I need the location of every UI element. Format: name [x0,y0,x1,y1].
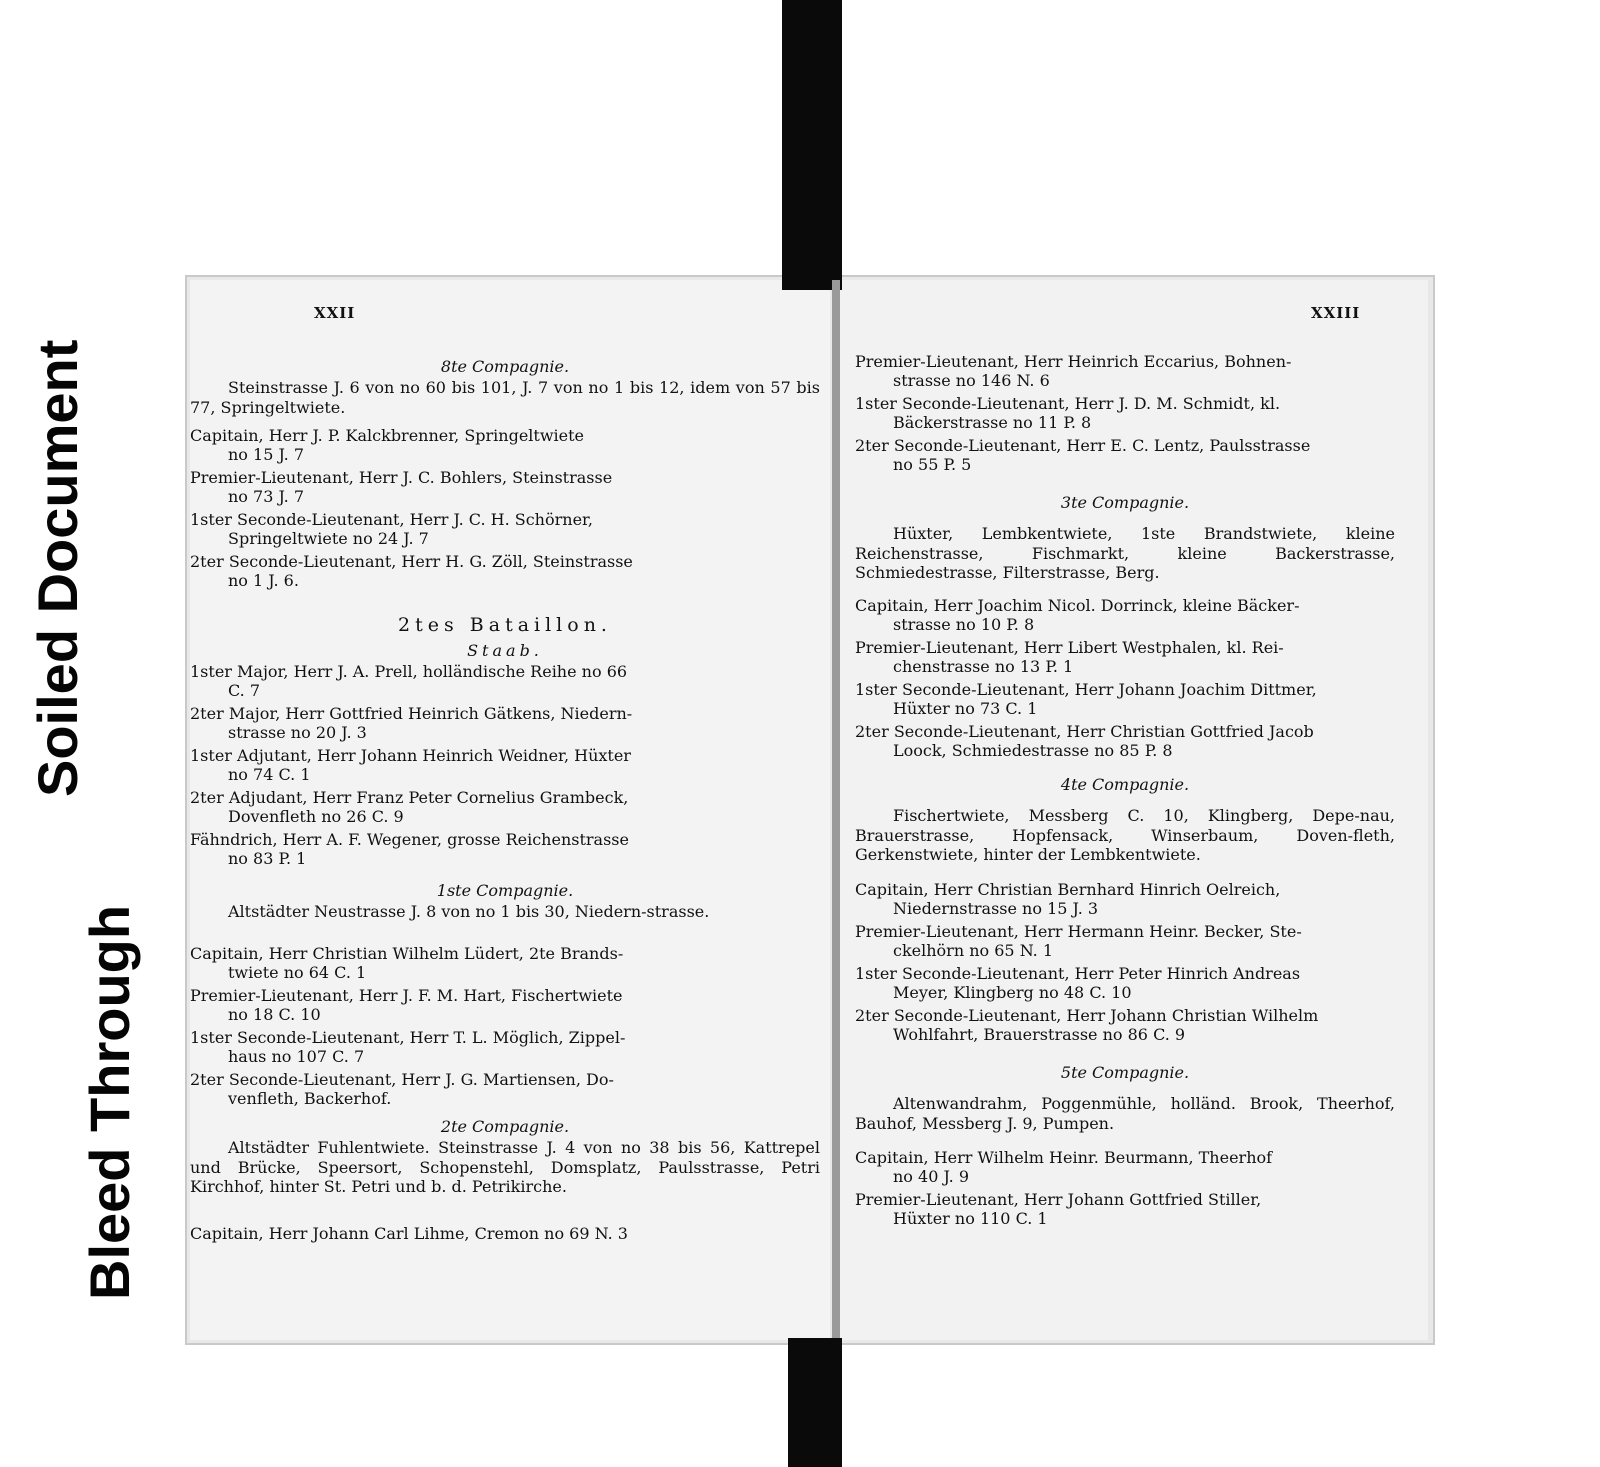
section-2te-compagnie [190,1116,820,1197]
street-list: Hüxter, Lembkentwiete, 1ste Brandstwiete, kleine Reichenstrasse, Fischmarkt, kleine Backerstrasse, Schmiedestrasse, Filterstrasse, Berg. [855,524,1395,582]
officer-entry: Capitain, Herr Johann Carl Lihme, Cremon no 69 N. 3 [190,1224,628,1243]
street-list: Altenwandrahm, Poggenmühle, holländ. Brook, Theerhof, Bauhof, Messberg J. 9, Pumpen. [855,1094,1395,1133]
officer-entry: Capitain, Herr Christian Bernhard Hinrich Oelreich, Niedernstrasse no 15 J. 3 [855,880,1281,918]
officer-entry: Premier-Lieutenant, Herr J. F. M. Hart, Fischertwiete no 18 C. 10 [190,986,623,1024]
page-number: XXII [314,304,356,322]
section-heading: 8te Compagnie. [440,357,570,376]
officer-entry: Premier-Lieutenant, Herr J. C. Bohlers, Steinstrasse no 73 J. 7 [190,468,613,506]
section-1ste-compagnie [190,880,820,922]
officer-entry: Capitain, Herr Wilhelm Heinr. Beurmann, Theerhof no 40 J. 9 [855,1148,1273,1186]
section-8te-compagnie [190,356,820,417]
officer-entry: Premier-Lieutenant, Herr Heinrich Eccarius, Bohnen- strasse no 146 N. 6 [855,352,1292,390]
section-heading: 3te Compagnie. [1060,493,1190,512]
bottom-binding-strap [788,1338,842,1467]
officer-entry: 1ster Seconde-Lieutenant, Herr Johann Joachim Dittmer, Hüxter no 73 C. 1 [855,680,1317,718]
street-list: Altstädter Neustrasse J. 8 von no 1 bis 30, Niedern-strasse. [228,902,710,921]
officer-entry: Capitain, Herr Christian Wilhelm Lüdert, 2te Brands- twiete no 64 C. 1 [190,944,624,982]
section-heading: 1ste Compagnie. [436,881,574,900]
section-4te-compagnie [855,774,1395,865]
page-number: XXIII [1311,304,1361,322]
officer-entry: 1ster Seconde-Lieutenant, Herr T. L. Möglich, Zippel- haus no 107 C. 7 [190,1028,626,1066]
officer-entry: 2ter Seconde-Lieutenant, Herr H. G. Zöll, Steinstrasse no 1 J. 6. [190,552,633,590]
officer-entry: 2ter Major, Herr Gottfried Heinrich Gätkens, Niedern- strasse no 20 J. 3 [190,704,633,742]
officer-entry: Capitain, Herr J. P. Kalckbrenner, Springeltwiete no 15 J. 7 [190,426,585,464]
street-list: Fischertwiete, Messberg C. 10, Klingberg, Depe-nau, Brauerstrasse, Hopfensack, Winserbaum, Doven-fleth, Gerkenstwiete, hinter der Lembkentwiete. [855,806,1395,864]
section-5te-compagnie [855,1062,1395,1133]
officer-entry: 1ster Major, Herr J. A. Prell, holländische Reihe no 66 C. 7 [190,662,628,700]
section-heading: 2te Compagnie. [440,1117,570,1136]
section-heading: 4te Compagnie. [1060,775,1190,794]
officer-entry: 2ter Seconde-Lieutenant, Herr Johann Christian Wilhelm Wohlfahrt, Brauerstrasse no 86 C. 9 [855,1006,1319,1044]
section-3te-compagnie [855,492,1395,583]
officer-entry: Capitain, Herr Joachim Nicol. Dorrinck, kleine Bäcker- strasse no 10 P. 8 [855,596,1300,634]
street-list: Altstädter Fuhlentwiete. Steinstrasse J. 4 von no 38 bis 56, Kattrepel und Brücke, Speersort, Schopenstehl, Domsplatz, Paulsstrasse, Petri Kirchhof, hinter St. Petri und b. d. Petrikirche. [190,1138,820,1196]
section-heading: 2tes Bataillon. [398,614,612,636]
section-subheading: Staab. [467,641,543,660]
soiled-document-label: Soiled Document [26,339,89,797]
officer-entry: Fähndrich, Herr A. F. Wegener, grosse Reichenstrasse no 83 P. 1 [190,830,629,868]
officer-entry: 2ter Seconde-Lieutenant, Herr E. C. Lentz, Paulsstrasse no 55 P. 5 [855,436,1311,474]
gutter-shadow [832,280,840,1340]
street-list: Steinstrasse J. 6 von no 60 bis 101, J. 7 von no 1 bis 12, idem von 57 bis 77, Springeltwiete. [190,378,820,417]
section-heading: 5te Compagnie. [1060,1063,1190,1082]
officer-entry: Premier-Lieutenant, Herr Hermann Heinr. Becker, Ste- ckelhörn no 65 N. 1 [855,922,1302,960]
officer-entry: 2ter Seconde-Lieutenant, Herr Christian Gottfried Jacob Loock, Schmiedestrasse no 85 P. 8 [855,722,1314,760]
bleed-through-label: Bleed Through [78,904,141,1300]
officer-entry: Premier-Lieutenant, Herr Libert Westphalen, kl. Rei- chenstrasse no 13 P. 1 [855,638,1284,676]
officer-entry: 1ster Seconde-Lieutenant, Herr J. C. H. Schörner, Springeltwiete no 24 J. 7 [190,510,594,548]
top-binding-strap [782,0,842,290]
officer-entry: Premier-Lieutenant, Herr Johann Gottfried Stiller, Hüxter no 110 C. 1 [855,1190,1262,1228]
officer-entry: 1ster Adjutant, Herr Johann Heinrich Weidner, Hüxter no 74 C. 1 [190,746,631,784]
officer-entry: 1ster Seconde-Lieutenant, Herr J. D. M. Schmidt, kl. Bäckerstrasse no 11 P. 8 [855,394,1281,432]
officer-entry: 2ter Adjudant, Herr Franz Peter Cornelius Grambeck, Dovenfleth no 26 C. 9 [190,788,629,826]
officer-entry: 2ter Seconde-Lieutenant, Herr J. G. Martiensen, Do- venfleth, Backerhof. [190,1070,614,1108]
officer-entry: 1ster Seconde-Lieutenant, Herr Peter Hinrich Andreas Meyer, Klingberg no 48 C. 10 [855,964,1301,1002]
